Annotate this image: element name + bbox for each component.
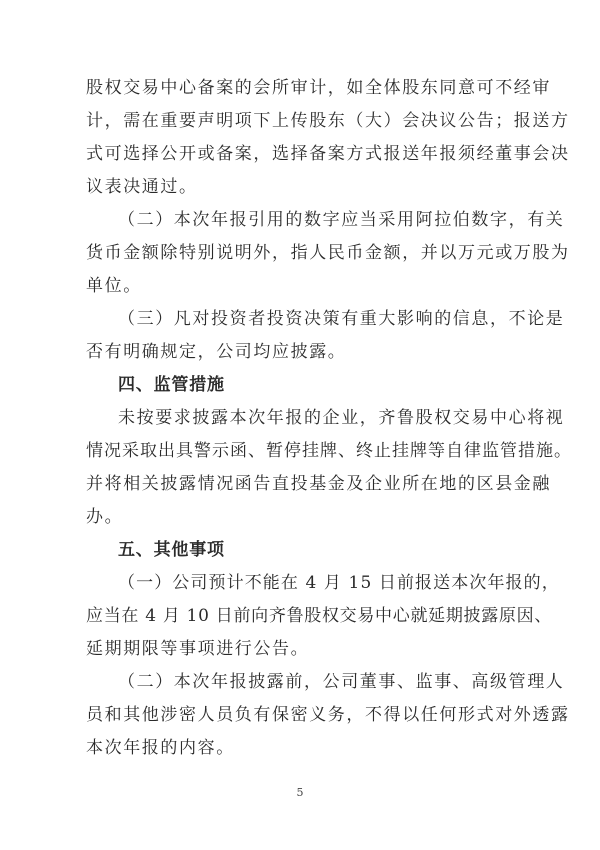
paragraph-line: （一）公司预计不能在 4 月 15 日前报送本次年报的， bbox=[118, 573, 560, 593]
paragraph-line: 未按要求披露本次年报的企业，齐鲁股权交易中心将视 bbox=[118, 408, 565, 428]
paragraph-line: 本次年报的内容。 bbox=[86, 738, 235, 758]
paragraph-line: （二）本次年报披露前，公司董事、监事、高级管理人 bbox=[118, 672, 565, 692]
paragraph-line: 议表决通过。 bbox=[86, 177, 198, 197]
paragraph-line: 应当在 4 月 10 日前向齐鲁股权交易中心就延期披露原因、 bbox=[86, 606, 553, 626]
page-number: 5 bbox=[296, 786, 304, 799]
paragraph-line: 办。 bbox=[86, 507, 124, 527]
paragraph-line: 货币金额除特别说明外，指人民币金额，并以万元或万股为 bbox=[86, 243, 570, 263]
section-heading: 五、其他事项 bbox=[118, 540, 225, 560]
paragraph-line: 股权交易中心备案的会所审计，如全体股东同意可不经审 bbox=[86, 78, 551, 98]
paragraph-line: 并将相关披露情况函告直投基金及企业所在地的区县金融 bbox=[86, 474, 551, 494]
paragraph-line: 式可选择公开或备案，选择备案方式报送年报须经董事会决 bbox=[86, 144, 570, 164]
paragraph-line: 计，需在重要声明项下上传股东（大）会决议公告；报送方 bbox=[86, 111, 570, 131]
paragraph-line: 情况采取出具警示函、暂停挂牌、终止挂牌等自律监管措施。 bbox=[86, 441, 572, 461]
paragraph-line: 延期期限等事项进行公告。 bbox=[86, 639, 310, 659]
paragraph-line: （二）本次年报引用的数字应当采用阿拉伯数字，有关 bbox=[118, 210, 565, 230]
paragraph-line: 单位。 bbox=[86, 276, 142, 296]
paragraph-line: （三）凡对投资者投资决策有重大影响的信息，不论是 bbox=[118, 309, 565, 329]
section-heading: 四、监管措施 bbox=[118, 375, 225, 395]
paragraph-line: 员和其他涉密人员负有保密义务，不得以任何形式对外透露 bbox=[86, 705, 570, 725]
paragraph-line: 否有明确规定，公司均应披露。 bbox=[86, 342, 347, 362]
